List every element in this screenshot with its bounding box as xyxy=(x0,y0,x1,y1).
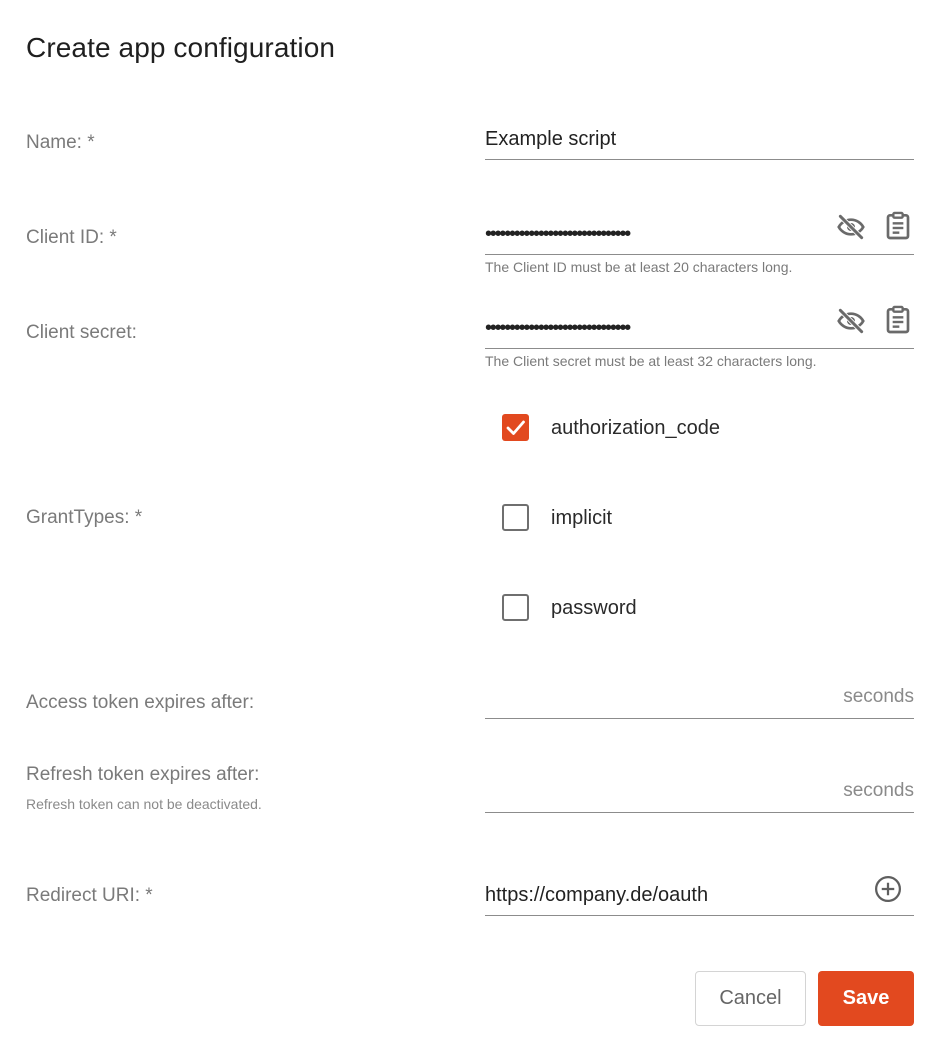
checkbox-implicit[interactable] xyxy=(502,504,529,531)
client-secret-label: Client secret: xyxy=(26,322,137,343)
checkbox-label-implicit[interactable]: implicit xyxy=(551,507,613,529)
redirect-uri-label: Redirect URI: * xyxy=(26,885,153,906)
grant-types-label: GrantTypes: * xyxy=(26,507,143,528)
refresh-token-input[interactable] xyxy=(485,773,914,813)
client-secret-hint: The Client secret must be at least 32 characters long. xyxy=(485,353,817,369)
check-icon xyxy=(502,414,529,441)
checkbox-password[interactable] xyxy=(502,594,529,621)
client-id-label: Client ID: * xyxy=(26,227,117,248)
checkbox-label-authorization-code[interactable]: authorization_code xyxy=(551,417,721,439)
refresh-token-label: Refresh token expires after: xyxy=(26,764,260,785)
refresh-token-sublabel: Refresh token can not be deactivated. xyxy=(26,796,262,812)
clipboard-icon[interactable] xyxy=(882,210,914,242)
redirect-uri-value: https://company.de/oauth xyxy=(485,884,709,906)
access-token-input[interactable] xyxy=(485,679,914,719)
client-id-masked-value: •••••••••••••••••••••••••••••• xyxy=(485,223,630,245)
checkbox-label-password[interactable]: password xyxy=(551,597,637,619)
name-label: Name: * xyxy=(26,132,95,153)
eye-off-icon[interactable] xyxy=(835,211,867,243)
checkbox-authorization-code[interactable] xyxy=(502,414,529,441)
access-token-label: Access token expires after: xyxy=(26,692,255,713)
redirect-uri-input[interactable] xyxy=(485,876,914,916)
name-input[interactable] xyxy=(485,120,914,160)
client-secret-masked-value: •••••••••••••••••••••••••••••• xyxy=(485,317,630,339)
eye-off-icon[interactable] xyxy=(835,305,867,337)
save-button[interactable]: Save xyxy=(818,971,914,1026)
refresh-token-suffix: seconds xyxy=(843,780,914,801)
dialog-title: Create app configuration xyxy=(26,32,336,63)
client-id-hint: The Client ID must be at least 20 characters long. xyxy=(485,259,793,275)
clipboard-icon[interactable] xyxy=(882,304,914,336)
plus-circle-icon[interactable] xyxy=(873,874,903,904)
cancel-button[interactable]: Cancel xyxy=(695,971,806,1026)
access-token-suffix: seconds xyxy=(843,686,914,707)
name-input-value: Example script xyxy=(485,128,617,150)
